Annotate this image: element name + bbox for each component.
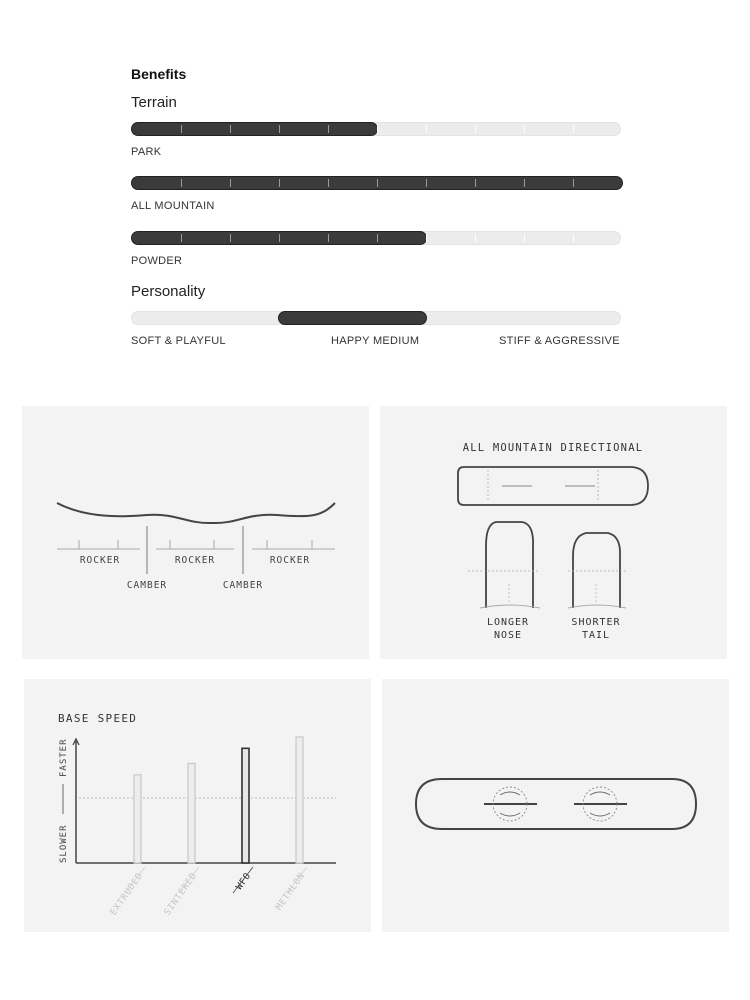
- board-outline-icon: [458, 467, 648, 505]
- terrain-label-powder: POWDER: [131, 255, 183, 267]
- personality-bar-fill: [278, 311, 427, 325]
- base-speed-label: SINTERED: [162, 870, 200, 918]
- bar-segment-tick: [524, 125, 525, 133]
- tail-outline-icon: [573, 533, 620, 608]
- bar-segment-tick: [377, 125, 378, 133]
- base-speed-bar: [242, 748, 249, 863]
- rocker-label: ROCKER: [79, 555, 121, 566]
- terrain-label-park: PARK: [131, 146, 162, 158]
- bar-segment-tick: [475, 179, 476, 187]
- profile-diagram: [22, 406, 369, 659]
- shape-diagram: [380, 406, 727, 659]
- base-speed-label: WFO: [234, 870, 254, 893]
- bar-segment-tick: [328, 234, 329, 242]
- camber-dividers: [147, 526, 243, 574]
- shape-title: ALL MOUNTAIN DIRECTIONAL: [462, 442, 644, 454]
- shape-panel: [380, 406, 727, 659]
- camber-label: CAMBER: [222, 580, 264, 591]
- personality-bar: [131, 311, 621, 325]
- tail-base-line: [568, 605, 626, 608]
- rocker-label: ROCKER: [269, 555, 311, 566]
- bar-segment-tick: [475, 125, 476, 133]
- nose-base-line: [480, 605, 540, 608]
- bar-segment-tick: [426, 179, 427, 187]
- bar-segment-tick: [573, 234, 574, 242]
- bar-segment-tick: [377, 234, 378, 242]
- profile-ticks: [57, 540, 335, 549]
- axis-slower-label: SLOWER: [59, 824, 69, 863]
- terrain-bar-park: [131, 122, 621, 136]
- bar-segment-tick: [230, 179, 231, 187]
- personality-label-stiff: STIFF & AGGRESSIVE: [499, 335, 620, 347]
- bar-segment-tick: [279, 179, 280, 187]
- benefits-title: Benefits: [131, 66, 187, 82]
- terrain-label-all-mountain: ALL MOUNTAIN: [131, 200, 215, 212]
- personality-title: Personality: [131, 283, 206, 300]
- bar-segment-tick: [475, 234, 476, 242]
- bar-segment-tick: [328, 179, 329, 187]
- base-speed-label: METHLON: [274, 870, 308, 913]
- profile-panel: [22, 406, 369, 659]
- bar-segment-tick: [279, 234, 280, 242]
- bar-segment-tick: [181, 234, 182, 242]
- bar-segment-tick: [279, 125, 280, 133]
- tail-label: TAIL: [581, 630, 611, 641]
- base-speed-panel: [24, 679, 371, 932]
- personality-label-soft: SOFT & PLAYFUL: [131, 335, 226, 347]
- terrain-title: Terrain: [131, 94, 177, 111]
- terrain-bar-powder: [131, 231, 621, 245]
- board-profile-line: [57, 503, 335, 523]
- bar-segment-tick: [524, 179, 525, 187]
- nose-label: LONGER: [486, 617, 530, 628]
- base-speed-title: BASE SPEED: [58, 712, 138, 725]
- terrain-bar-fill: [131, 122, 378, 136]
- stance-panel: [382, 679, 729, 932]
- bar-segment-tick: [524, 234, 525, 242]
- bar-segment-tick: [328, 125, 329, 133]
- base-speed-bar: [296, 737, 303, 863]
- bar-segment-tick: [377, 179, 378, 187]
- board-topview-icon: [416, 779, 696, 829]
- personality-label-medium: HAPPY MEDIUM: [331, 335, 420, 347]
- base-speed-label: EXTRUDED: [108, 870, 146, 918]
- bar-segment-tick: [573, 125, 574, 133]
- bar-segment-tick: [426, 234, 427, 242]
- stance-diagram: [382, 679, 729, 932]
- bar-segment-tick: [426, 125, 427, 133]
- base-speed-bar: [134, 775, 141, 863]
- terrain-bar-all-mountain: [131, 176, 621, 190]
- nose-outline-icon: [486, 522, 533, 608]
- bar-segment-tick: [181, 179, 182, 187]
- bar-segment-tick: [573, 179, 574, 187]
- bar-segment-tick: [230, 125, 231, 133]
- tail-label: SHORTER: [571, 617, 621, 628]
- base-speed-chart: [24, 679, 371, 932]
- base-speed-bar: [188, 763, 195, 863]
- bar-segment-tick: [230, 234, 231, 242]
- rocker-label: ROCKER: [174, 555, 216, 566]
- camber-label: CAMBER: [126, 580, 168, 591]
- axis-faster-label: FASTER: [59, 738, 69, 777]
- bar-segment-tick: [181, 125, 182, 133]
- nose-label: NOSE: [493, 630, 523, 641]
- base-bars: [109, 737, 308, 917]
